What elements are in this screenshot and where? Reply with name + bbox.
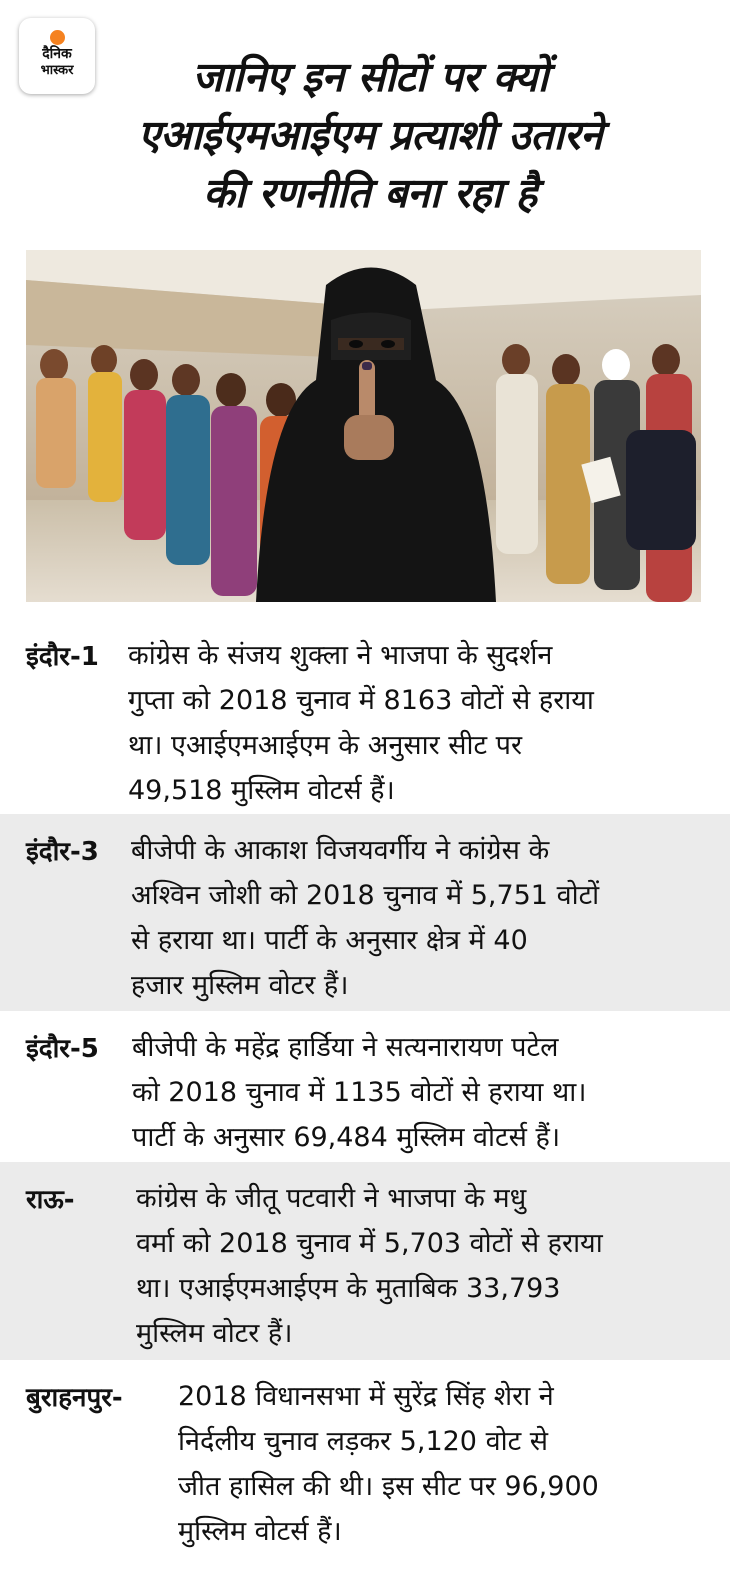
seat-text-line: अश्विन जोशी को 2018 चुनाव में 5,751 वोटों xyxy=(131,880,600,911)
seat-text-line: कांग्रेस के संजय शुक्ला ने भाजपा के सुदर्शन xyxy=(128,640,553,671)
seat-description xyxy=(132,1025,586,1160)
seat-row-burhanpur xyxy=(0,1360,730,1560)
seat-text-line: था। एआईएमआईएम के अनुसार सीट पर xyxy=(128,730,523,761)
seat-text-line: कांग्रेस के जीतू पटवारी ने भाजपा के मधु xyxy=(136,1183,527,1214)
seat-description xyxy=(128,633,594,813)
seat-row-rau xyxy=(0,1162,730,1360)
seat-text-line: 2018 विधानसभा में सुरेंद्र सिंह शेरा ने xyxy=(178,1381,554,1412)
seat-description xyxy=(178,1374,599,1554)
seat-text-line: था। एआईएमआईएम के मुताबिक 33,793 xyxy=(136,1273,561,1304)
headline-line: एआईएमआईएम प्रत्याशी उतारने xyxy=(137,111,603,159)
seat-row-indore-3 xyxy=(0,814,730,1011)
seat-text-line: बीजेपी के महेंद्र हार्डिया ने सत्यनारायण पटेल xyxy=(132,1032,559,1063)
seat-description xyxy=(136,1176,603,1356)
seat-label: बुराहनपुर- xyxy=(26,1383,123,1413)
seat-text-line: बीजेपी के आकाश विजयवर्गीय ने कांग्रेस के xyxy=(131,835,550,866)
seat-text-line: हजार मुस्लिम वोटर हैं। xyxy=(131,970,349,1001)
seat-label: राऊ- xyxy=(26,1185,75,1215)
seat-text-line: निर्दलीय चुनाव लड़कर 5,120 वोट से xyxy=(178,1426,549,1457)
seat-label: इंदौर-1 xyxy=(26,642,99,672)
logo-sun-dot xyxy=(50,30,65,45)
seat-row-indore-1 xyxy=(0,615,730,814)
seat-text-line: मुस्लिम वोटर हैं। xyxy=(136,1318,293,1349)
headline xyxy=(20,48,720,222)
logo-text-line1: दैनिक xyxy=(42,46,72,62)
seat-row-indore-5 xyxy=(0,1011,730,1162)
seat-label: इंदौर-3 xyxy=(26,837,99,867)
seat-text-line: से हराया था। पार्टी के अनुसार क्षेत्र में 40 xyxy=(131,925,528,956)
voter-showing-inked-finger-photo xyxy=(26,250,701,602)
seat-description xyxy=(131,828,599,1008)
seat-text-line: मुस्लिम वोटर्स हैं। xyxy=(178,1516,342,1547)
seat-text-line: जीत हासिल की थी। इस सीट पर 96,900 xyxy=(178,1471,599,1502)
headline-line: जानिए इन सीटों पर क्यों xyxy=(192,53,548,101)
seat-text-line: गुप्ता को 2018 चुनाव में 8163 वोटों से हराया xyxy=(128,685,594,716)
seat-text-line: 49,518 मुस्लिम वोटर्स हैं। xyxy=(128,775,395,806)
seat-list xyxy=(0,615,730,1560)
seat-label: इंदौर-5 xyxy=(26,1034,99,1064)
logo-text-line2: भास्कर xyxy=(40,63,74,78)
seat-text-line: वर्मा को 2018 चुनाव में 5,703 वोटों से हराया xyxy=(136,1228,603,1259)
seat-text-line: को 2018 चुनाव में 1135 वोटों से हराया था। xyxy=(132,1077,587,1108)
headline-line: की रणनीति बना रहा है xyxy=(203,169,537,217)
seat-text-line: पार्टी के अनुसार 69,484 मुस्लिम वोटर्स हैं। xyxy=(132,1122,561,1153)
